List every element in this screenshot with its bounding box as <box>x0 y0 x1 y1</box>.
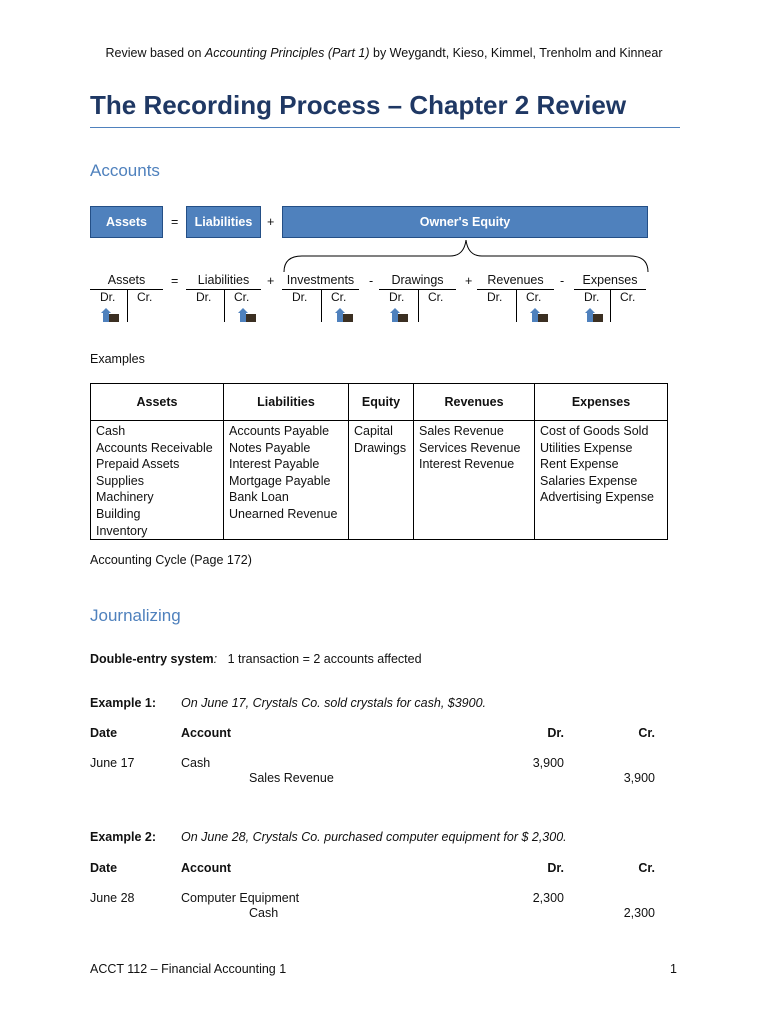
example-1-label: Example 1: <box>90 696 157 710</box>
t-account-name: Expenses <box>574 273 646 290</box>
title-underline <box>90 127 680 128</box>
book-title: Accounting Principles (Part 1) <box>204 46 370 60</box>
journal-header-cr: Cr. <box>638 861 655 875</box>
footer-course: ACCT 112 – Financial Accounting 1 <box>90 962 287 976</box>
t-account-cr: Cr. <box>620 290 636 304</box>
equation-box-liabilities: Liabilities <box>186 206 261 238</box>
journal-entry-date: June 17 <box>90 756 135 770</box>
equation-plus: + <box>267 215 275 229</box>
t-account-divider <box>516 290 517 322</box>
decrease-block-icon <box>538 314 548 322</box>
example-2-description: On June 28, Crystals Co. purchased computer equipment for $ 2,300. <box>181 830 567 844</box>
journal-debit-account: Computer Equipment <box>181 891 300 905</box>
journal-credit-amount: 2,300 <box>623 906 655 920</box>
account-examples-table <box>90 383 668 540</box>
account-example: Supplies <box>96 473 144 488</box>
journal-header-account: Account <box>181 861 231 875</box>
journal-header-dr: Dr. <box>547 726 564 740</box>
double-entry-text: 1 transaction = 2 accounts affected <box>227 652 422 666</box>
section-heading-journalizing: Journalizing <box>90 606 181 625</box>
account-example: Accounts Payable <box>229 424 330 438</box>
t-account-operator: - <box>560 274 565 288</box>
journal-credit-account: Cash <box>249 906 279 920</box>
equation-equals: = <box>171 215 179 229</box>
account-example: Salaries Expense <box>540 473 638 488</box>
account-example: Cost of Goods Sold <box>540 424 649 438</box>
t-account-cr: Cr. <box>137 290 153 304</box>
account-example: Bank Loan <box>229 490 289 505</box>
account-example: Sales Revenue <box>419 424 504 438</box>
decrease-block-icon <box>398 314 408 322</box>
t-account-dr: Dr. <box>292 290 308 304</box>
account-example: Drawings <box>354 440 407 455</box>
table-header-row <box>91 384 668 421</box>
t-account-cr: Cr. <box>428 290 444 304</box>
t-account-divider <box>610 290 611 322</box>
account-example: Advertising Expense <box>540 490 654 505</box>
t-account-dr: Dr. <box>389 290 405 304</box>
journal-credit-account: Sales Revenue <box>249 771 334 785</box>
page-title: The Recording Process – Chapter 2 Review <box>90 90 627 120</box>
table-header: Liabilities <box>224 384 349 421</box>
table-cell-revenues <box>414 421 535 540</box>
t-account-cr: Cr. <box>234 290 250 304</box>
accounting-cycle-note: Accounting Cycle (Page 172) <box>90 553 252 567</box>
account-example: Services Revenue <box>419 440 521 455</box>
journal-header-date: Date <box>90 861 118 875</box>
table-cell-assets <box>91 421 224 540</box>
t-account-divider <box>321 290 322 322</box>
table-header: Assets <box>91 384 224 421</box>
equation-box-assets: Assets <box>90 206 163 238</box>
account-example: Rent Expense <box>540 457 619 472</box>
t-account-divider <box>418 290 419 322</box>
double-entry-line: Double-entry system: 1 transaction = 2 accounts affected <box>90 652 422 666</box>
journal-header-account: Account <box>181 726 231 740</box>
t-account-dr: Dr. <box>487 290 503 304</box>
header-note: Review based on Accounting Principles (Part 1) by Weygandt, Kieso, Kimmel, Trenholm and Kinnear <box>105 46 663 60</box>
t-account-operator: + <box>267 274 275 288</box>
equation-box-owners-equity: Owner's Equity <box>282 206 648 238</box>
journal-debit-amount: 2,300 <box>532 891 564 905</box>
account-example: Inventory <box>96 523 148 538</box>
account-example: Cash <box>96 424 126 438</box>
account-example: Machinery <box>96 490 154 505</box>
t-account-cr: Cr. <box>331 290 347 304</box>
t-account-operator: + <box>465 274 473 288</box>
t-account-name: Liabilities <box>186 273 261 290</box>
t-account-divider <box>224 290 225 322</box>
section-heading-accounts: Accounts <box>90 161 160 180</box>
t-account-dr: Dr. <box>584 290 600 304</box>
t-account-name: Assets <box>90 273 163 290</box>
t-account-cr: Cr. <box>526 290 542 304</box>
t-account-name: Revenues <box>477 273 554 290</box>
table-cell-equity <box>349 421 414 540</box>
decrease-block-icon <box>109 314 119 322</box>
t-account-dr: Dr. <box>100 290 116 304</box>
journal-debit-amount: 3,900 <box>532 756 564 770</box>
account-example: Mortgage Payable <box>229 473 331 488</box>
account-example: Notes Payable <box>229 440 311 455</box>
account-example: Capital <box>354 424 393 438</box>
account-example: Unearned Revenue <box>229 506 338 521</box>
decrease-block-icon <box>343 314 353 322</box>
equity-brace <box>280 238 652 274</box>
journal-header-cr: Cr. <box>638 726 655 740</box>
account-example: Interest Payable <box>229 457 320 472</box>
t-account-name: Drawings <box>379 273 456 290</box>
t-account-dr: Dr. <box>196 290 212 304</box>
journal-header-dr: Dr. <box>547 861 564 875</box>
table-header: Equity <box>349 384 414 421</box>
t-account-name: Investments <box>282 273 359 290</box>
decrease-block-icon <box>246 314 256 322</box>
journal-entry-date: June 28 <box>90 891 135 905</box>
t-account-operator: - <box>369 274 374 288</box>
account-example: Prepaid Assets <box>96 457 180 472</box>
account-example: Accounts Receivable <box>96 440 213 455</box>
example-1-description: On June 17, Crystals Co. sold crystals for cash, $3900. <box>181 696 486 710</box>
account-example: Building <box>96 506 141 521</box>
t-account-operator: = <box>171 274 179 288</box>
table-cell-liabilities <box>224 421 349 540</box>
double-entry-label: Double-entry system <box>90 652 214 666</box>
journal-header-date: Date <box>90 726 118 740</box>
journal-credit-amount: 3,900 <box>623 771 655 785</box>
examples-label: Examples <box>90 352 145 366</box>
table-header: Revenues <box>414 384 535 421</box>
t-account-divider <box>127 290 128 322</box>
table-header: Expenses <box>535 384 668 421</box>
journal-debit-account: Cash <box>181 756 211 770</box>
account-example: Utilities Expense <box>540 440 633 455</box>
example-2-label: Example 2: <box>90 830 157 844</box>
footer-page-number: 1 <box>670 962 677 976</box>
decrease-block-icon <box>593 314 603 322</box>
table-row <box>91 421 668 540</box>
account-example: Interest Revenue <box>419 457 515 472</box>
table-cell-expenses <box>535 421 668 540</box>
